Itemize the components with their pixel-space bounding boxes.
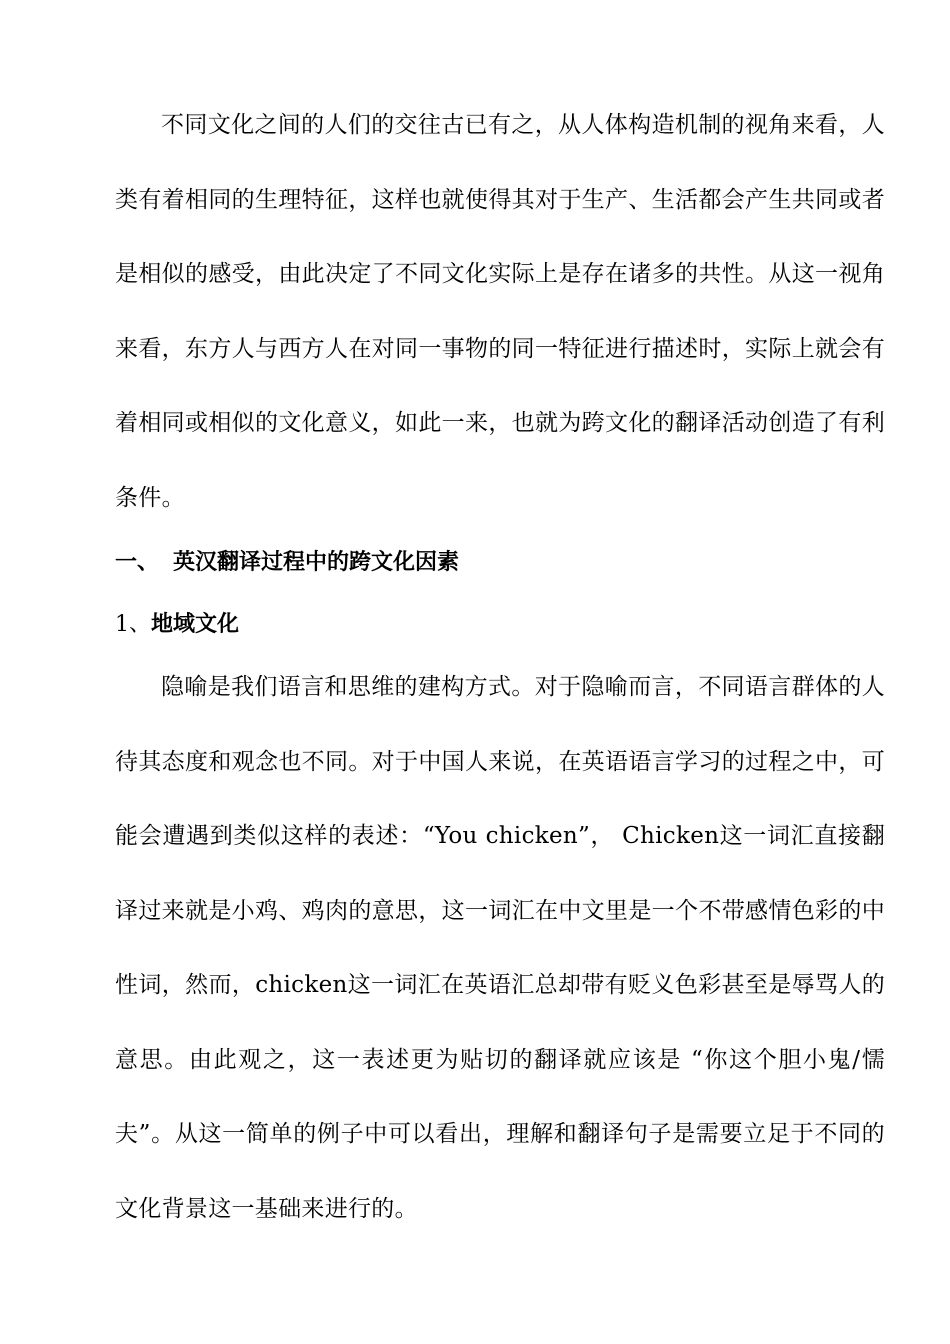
subsection-title: 地域文化 <box>151 612 240 637</box>
section-heading <box>115 548 885 578</box>
section-number: 一、 <box>115 550 160 575</box>
body-paragraph-intro: 不同文化之间的人们的交往古已有之，从人体构造机制的视角来看，人类有着相同的生理特征，这样也就使得其对于生产、生活都会产生共同或者是相似的感受，由此决定了不同文化实际上是存在诸多的共性。从这一视角来看，东方人与西方人在对同一事物的同一特征进行描述时，实际上就会有着相同或相似的文化意义，如此一来，也就为跨文化的翻译活动创造了有利条件。 <box>115 112 885 511</box>
subsection-number: 1、 <box>115 612 151 637</box>
body-paragraph-metaphor: 隐喻是我们语言和思维的建构方式。对于隐喻而言，不同语言群体的人待其态度和观念也不同。对于中国人来说，在英语语言学习的过程之中，可能会遭遇到类似这样的表述：“You chicken”， Chicken这一词汇直接翻译过来就是小鸡、鸡肉的意思，这一词汇在中文里是一个不带感情色彩的中性词，然而，chicken这一词汇在英语汇总却带有贬义色彩甚至是辱骂人的意思。由此观之，这一表述更为贴切的翻译就应该是 “你这个胆小鬼/懦夫”。从这一简单的例子中可以看出，理解和翻译句子是需要立足于不同的文化背景这一基础来进行的。 <box>115 674 885 1222</box>
subsection-heading <box>115 610 885 640</box>
section-title: 英汉翻译过程中的跨文化因素 <box>173 550 460 575</box>
